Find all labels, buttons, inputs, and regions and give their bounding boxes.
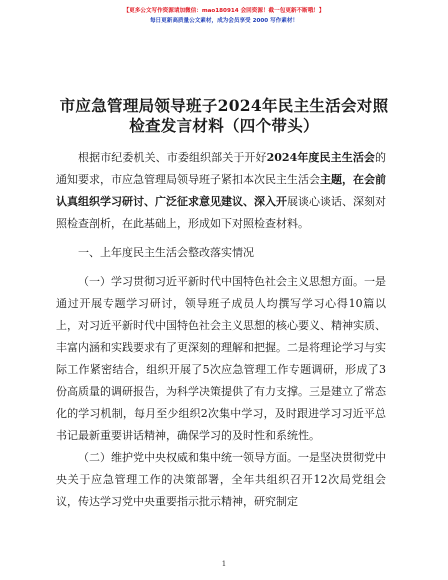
document-title (40, 96, 408, 136)
document-title-line-2: 检查发言材料（四个带头） (129, 116, 319, 135)
intro-bold-1: 2024年度民主生 (266, 151, 353, 164)
intro-text-2: 的通知要求，市应急管理局领导班子紧扣本次民主生活会 (56, 151, 387, 186)
promo-banner-line-2: 每日更新高质量公文素材，成为会员享受 2000 写作素材！ (149, 18, 299, 24)
intro-text-1: 根据市纪委机关、市委组织部关于开好 (78, 151, 267, 164)
page-number: 1 (221, 560, 227, 568)
intro-paragraph (56, 147, 386, 235)
intro-text-3: 展谈心谈话、深刻对照检查剖析，在此基础上，形成如下对照检查材料。 (56, 195, 386, 230)
section-1-paragraph: （一）学习贯彻习近平新时代中国特色社会主义思想方面。一是通过开展专题学习研讨，领导班子成员人均撰写学习心得10篇以上，对习近平新时代中国特色社会主义思想的核心要义、精神实质、丰富内涵和实践要求有了更深刻的理解和把握。二是将理论学习与实际工作紧密结合，组织开展了5次应急管理工作专题调研，形成了3份高质量的调研报告，为科学决策提供了有力支撑。三是建立了常态化的学习机制，每月至少组织2次集中学习，及时跟进学习习近平总书记最新重要讲话精神，确保学习的及时性和系统性。 (56, 275, 386, 442)
section-heading-1: 一、上年度民主生活会整改落实情况 (78, 246, 254, 259)
document-body (56, 147, 386, 513)
intro-bold-2: 活会 (352, 151, 376, 164)
document-title-line-1: 市应急管理局领导班子2024年民主生活会对照 (59, 96, 389, 115)
promo-banner-line-1: 【更多公文写作资源请加微信：mao180914 会回资源！截一包更新不断哦！】 (123, 8, 325, 14)
intro-bold-3: 主题，在会前认真组织学习研讨、广泛征求意见建议、深入开 (56, 173, 386, 208)
promo-banner (0, 6, 448, 26)
section-2-paragraph: （二）维护党中央权威和集中统一领导方面。一是坚决贯彻党中央关于应急管理工作的决策部署，全年共组织召开12次局党组会议，传达学习党中央重要指示批示精神，研究制定 (56, 451, 386, 508)
